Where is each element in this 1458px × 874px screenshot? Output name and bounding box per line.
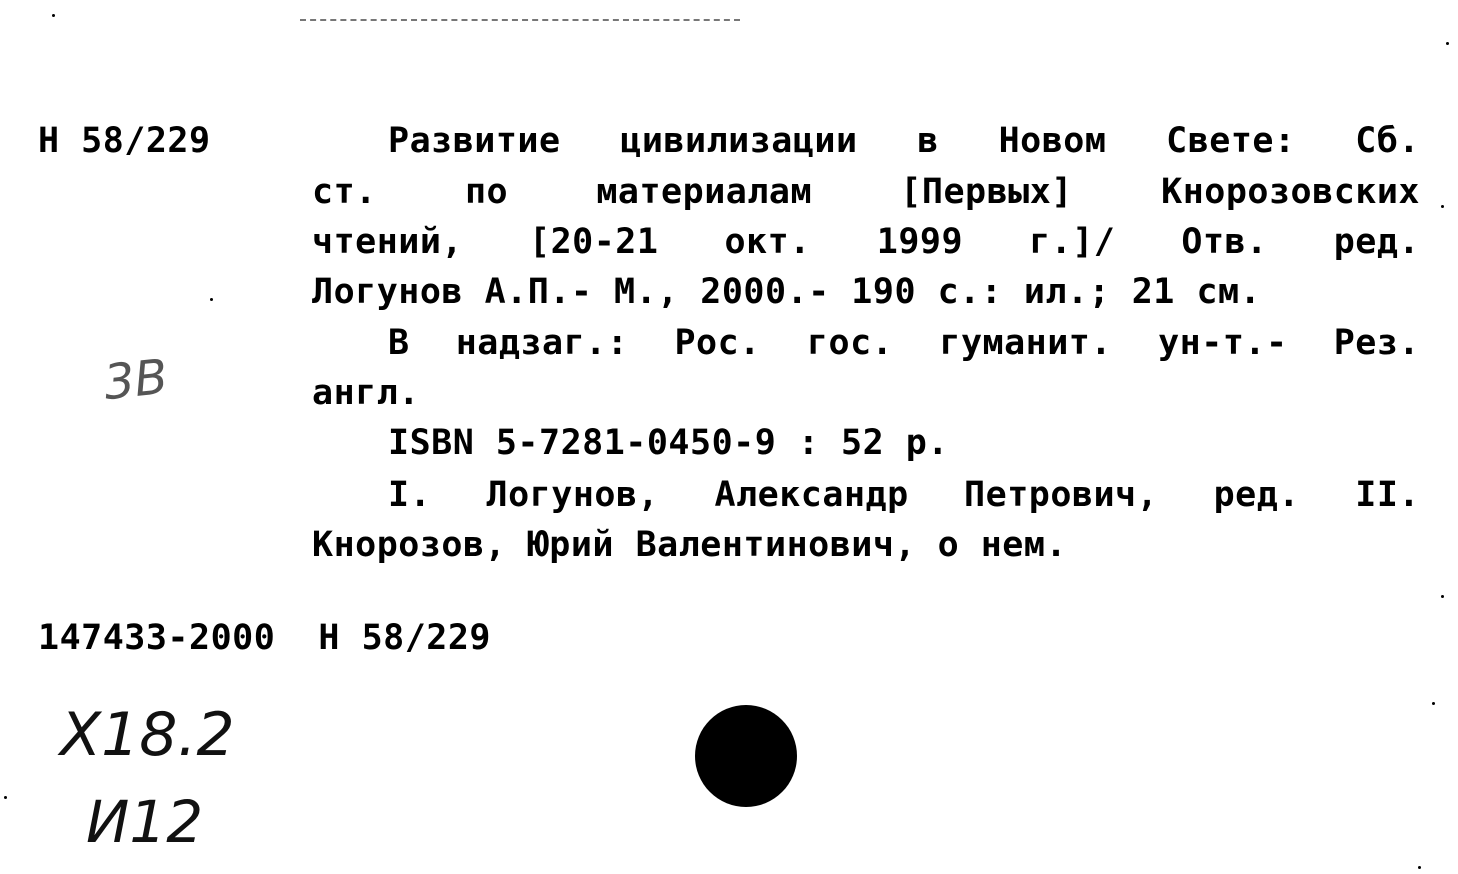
accession-line: 147433-2000 Н 58/229 xyxy=(38,618,492,658)
entry-line-1: Развитие цивилизации в Новом Свете: Сб. xyxy=(388,121,1420,161)
handwritten-margin-note: 3В xyxy=(101,348,171,412)
speck xyxy=(52,14,55,17)
isbn-line: ISBN 5-7281-0450-9 : 52 р. xyxy=(388,423,949,463)
punch-hole xyxy=(692,702,800,810)
punch-hole-circle xyxy=(695,705,797,807)
top-edge-line xyxy=(300,19,740,21)
entry-line-4: Логунов А.П.- М., 2000.- 190 с.: ил.; 21 см. xyxy=(312,272,1262,312)
entry-line-3: чтений, [20-21 окт. 1999 г.]/ Отв. ред. xyxy=(312,222,1420,262)
note-line-1: В надзаг.: Рос. гос. гуманит. ун-т.- Рез. xyxy=(388,323,1420,363)
added-entry-line-2: Кнорозов, Юрий Валентинович, о нем. xyxy=(312,525,1068,565)
speck xyxy=(210,298,213,301)
speck xyxy=(1432,702,1435,705)
call-number-top: Н 58/229 xyxy=(38,121,211,161)
speck xyxy=(1441,205,1444,208)
speck xyxy=(1446,42,1449,45)
entry-line-2: ст. по материалам [Первых] Кнорозовских xyxy=(312,172,1420,212)
handwritten-class-number: Х18.2 xyxy=(60,700,235,770)
note-line-2: англ. xyxy=(312,373,420,413)
speck xyxy=(1418,866,1421,869)
speck xyxy=(4,796,7,799)
added-entry-line-1: I. Логунов, Александр Петрович, ред. II. xyxy=(388,475,1420,515)
handwritten-author-mark: И12 xyxy=(86,788,204,856)
speck xyxy=(1441,595,1444,598)
